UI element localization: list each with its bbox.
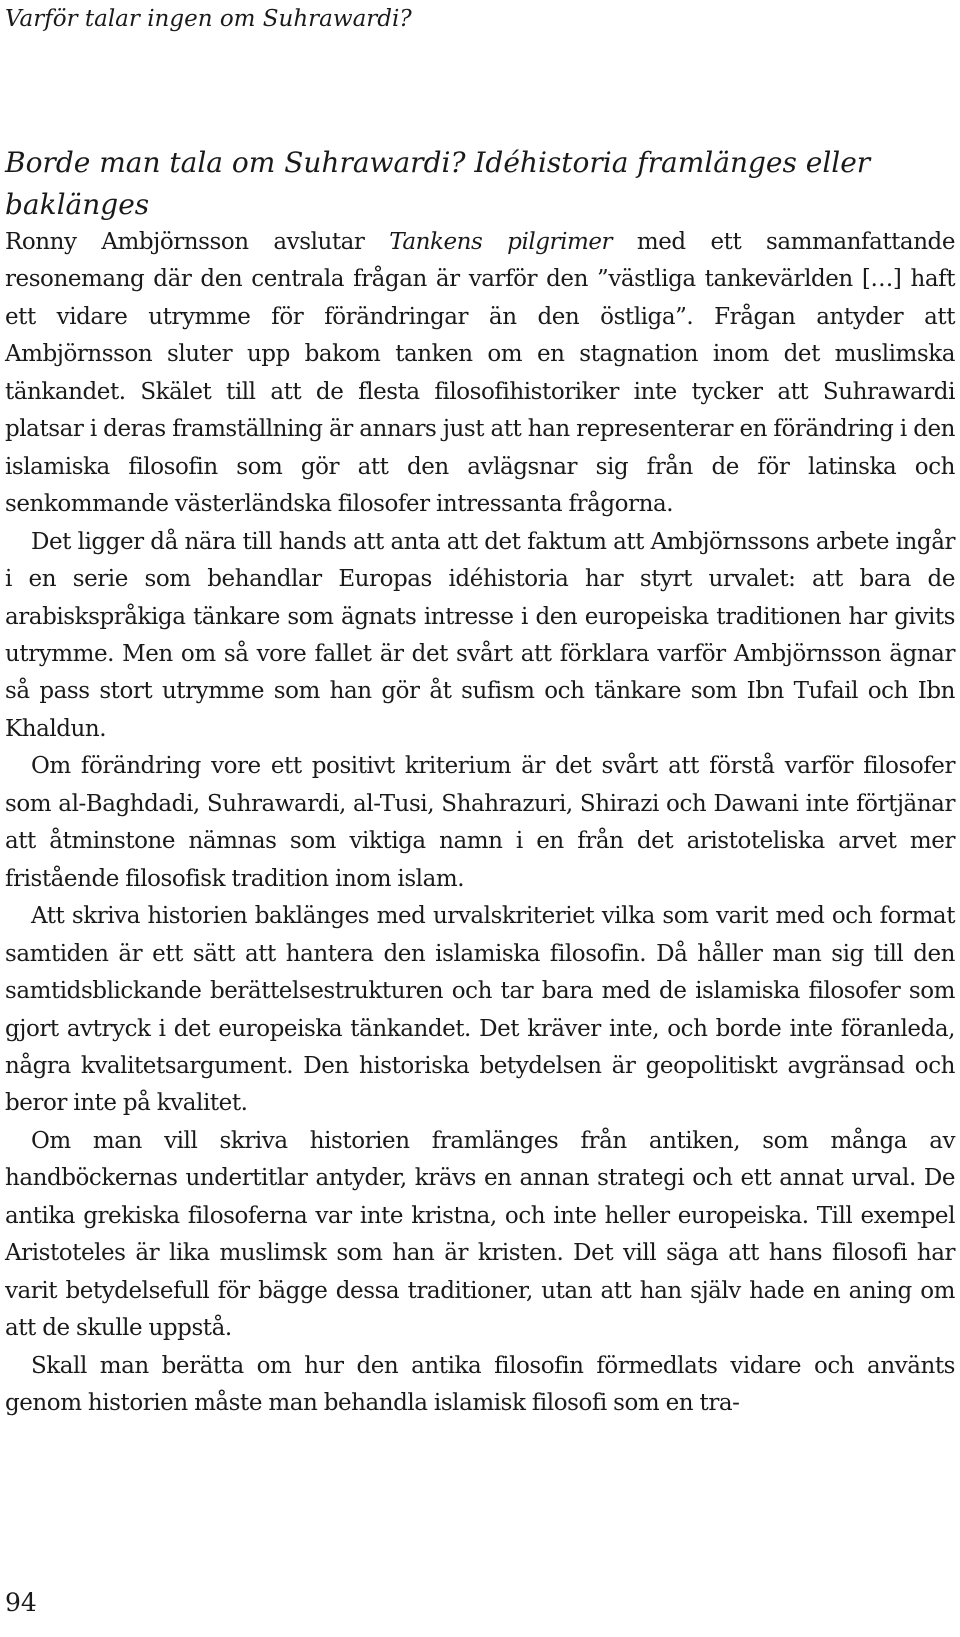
paragraph-2: Det ligger då nära till hands att anta att det faktum att Ambjörnssons arbete ingår i en serie som behandlar Europas idéhistoria har styrt urvalet: att bara de arabiskspråkiga tänkare som ägnats intresse i den europeiska traditionen har givits utrymme. Men om så vore fallet är det svårt att förklara varför Ambjörnsson ägnar så pass stort utrymme som han gör åt sufism och tänkare som Ibn Tufail och Ibn Khaldun. — [5, 528, 955, 742]
paragraph-1-intro: Ronny Ambjörnsson avslutar — [5, 229, 390, 255]
paragraph-6: Skall man berätta om hur den antika filosofin förmedlats vidare och använts genom historien måste man behandla islamisk filosofi som en tra- — [5, 1352, 955, 1417]
body-text — [5, 224, 955, 1423]
paragraph-1 — [5, 224, 955, 524]
book-title: Tankens pilgrimer — [389, 229, 613, 255]
page-number: 94 — [5, 1588, 37, 1617]
section-heading: Borde man tala om Suhrawardi? Idéhistoria framlänges eller baklänges — [5, 146, 871, 221]
running-head: Varför talar ingen om Suhrawardi? — [5, 6, 412, 32]
paragraph-3: Om förändring vore ett positivt kriterium är det svårt att förstå varför filosofer som al-Baghdadi, Suhrawardi, al-Tusi, Shahrazuri, Shirazi och Dawani inte förtjänar att åtminstone nämnas som viktiga namn i en från det aristoteliska arvet mer fristående filosofisk tradition inom islam. — [5, 753, 955, 892]
paragraph-1-rest: med ett sammanfattande resonemang där den centrala frågan är varför den ”västliga tankevärlden […] haft ett vidare utrymme för förändringar än den östliga”. Frågan antyder att Ambjörnsson sluter upp bakom tanken om en stagnation inom det muslimska tänkandet. Skälet till att de flesta filosofihistoriker inte tycker att Suhrawardi platsar i deras framställning är annars just att han representerar en förändring i den islamiska filosofin som gör att den avlägsnar sig från de för latinska och senkommande västerländska filosofer intressanta frågorna. — [5, 229, 955, 518]
paragraph-4: Att skriva historien baklänges med urvalskriteriet vilka som varit med och format samtiden är ett sätt att hantera den islamiska filosofin. Då håller man sig till den samtidsblickande berättelsestrukturen och tar bara med de islamiska filosofer som gjort avtryck i det europeiska tänkandet. Det kräver inte, och borde inte föranleda, några kvalitetsargument. Den historiska betydelsen är geopolitiskt avgränsad och beror inte på kvalitet. — [5, 903, 955, 1117]
paragraph-5: Om man vill skriva historien framlänges från antiken, som många av handböckernas undertitlar antyder, krävs en annan strategi och ett annat urval. De antika grekiska filosoferna var inte kristna, och inte heller europeiska. Till exempel Aristoteles är lika muslimsk som han är kristen. Det vill säga att hans filosofi har varit betydelsefull för bägge dessa traditioner, utan att han själv hade en aning om att de skulle uppstå. — [5, 1127, 955, 1342]
